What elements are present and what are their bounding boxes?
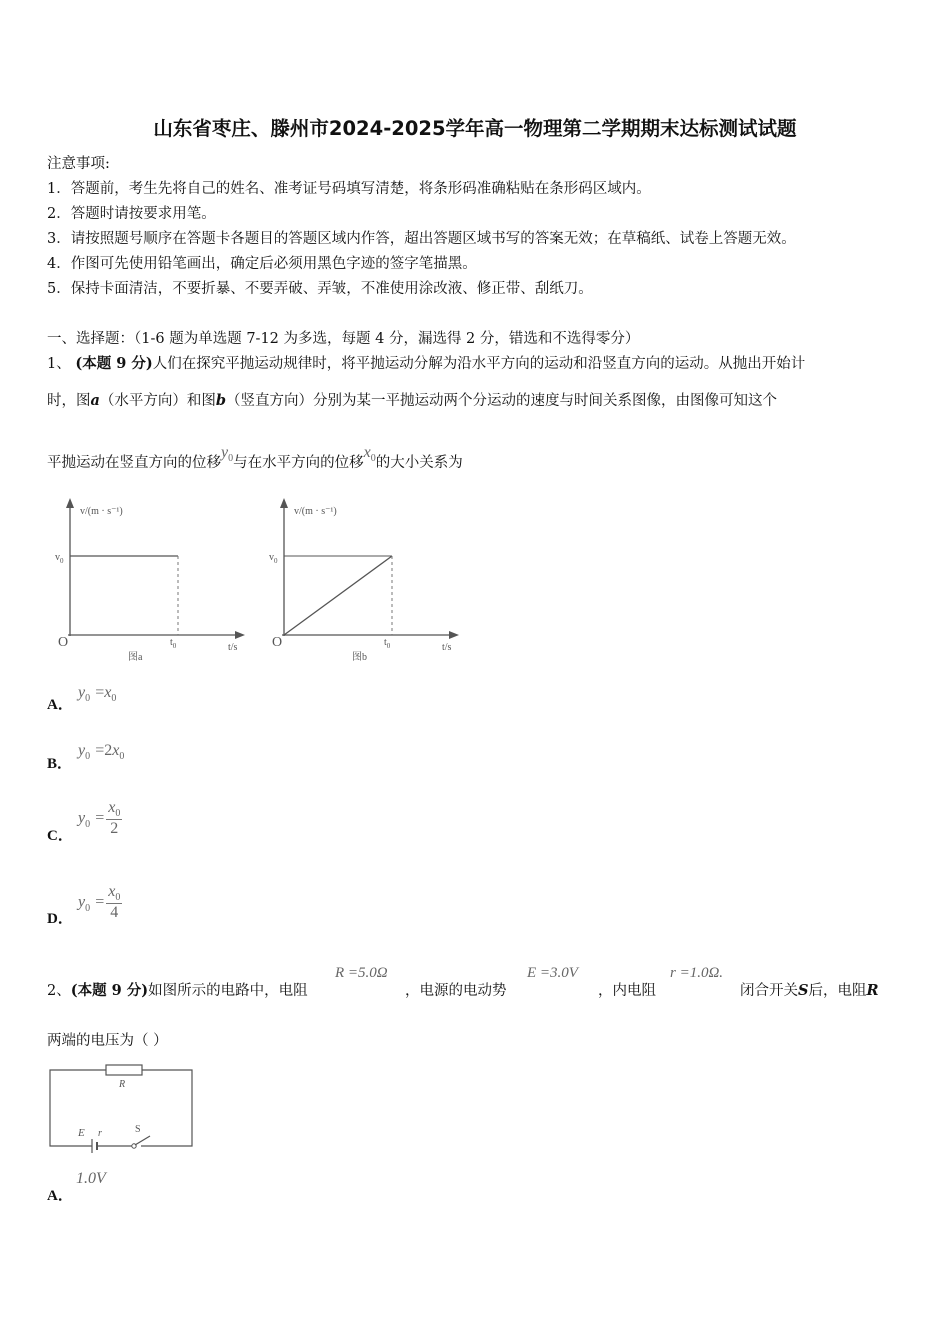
- question-2-line-1-end: [740, 979, 879, 1000]
- math-coef: 2: [104, 742, 113, 759]
- math-sub: 0: [85, 818, 91, 830]
- math-eq: =: [95, 893, 105, 911]
- math-var: y: [221, 444, 229, 461]
- question-text: 人们在探究平抛运动规律时，将平抛运动分解为沿水平方向的运动和沿竖直方向的运动。从抛出开始计: [152, 356, 806, 372]
- notice-item: 5．保持卡面清洁，不要折暴、不要弄破、弄皱，不准使用涂改液、修正带、刮纸刀。: [47, 281, 593, 297]
- question-text: 如图所示的电路中，电阻: [148, 983, 308, 999]
- page-title: 山东省枣庄、滕州市2024-2025学年高一物理第二学期期末达标测试试题: [153, 117, 797, 140]
- math-var: x: [108, 883, 116, 900]
- question-text: ，内电阻: [598, 983, 656, 999]
- fraction: [106, 798, 122, 838]
- question-score-tag: (本题 9 分): [75, 355, 153, 372]
- question-text: 的大小关系为: [375, 455, 463, 471]
- origin-label: O: [272, 635, 283, 650]
- math-sub: 0: [85, 751, 91, 762]
- notice-heading: 注意事项:: [47, 156, 110, 172]
- math-r-value: r =1.0Ω.: [670, 965, 724, 981]
- figure-b: [264, 496, 469, 666]
- section-heading: 一、选择题：（1-6 题为单选题 7-12 为多选，每题 4 分，漏选得 2 分，错选和不选得零分）: [47, 331, 640, 347]
- y-axis-label: v/(m · s⁻¹): [80, 506, 123, 517]
- question-text: 与在水平方向的位移: [233, 455, 364, 471]
- math-sub: 0: [370, 453, 376, 464]
- question-number: 1、: [47, 356, 71, 372]
- math-sub: 0: [119, 751, 125, 762]
- v0-var: v: [269, 552, 274, 563]
- v0-label: [269, 552, 278, 565]
- x-axis-arrow-icon: [449, 631, 459, 639]
- math-sub: 0: [228, 453, 234, 464]
- option-c-formula: [78, 798, 122, 838]
- math-var: S: [798, 982, 809, 999]
- emf-label: E: [78, 1127, 85, 1139]
- question-text: 时，图: [47, 393, 91, 409]
- math-var: y: [78, 742, 86, 759]
- math-den: 2: [110, 820, 119, 837]
- question-text: 后，电阻: [808, 983, 867, 999]
- t0-var: t: [384, 637, 387, 648]
- resistor-icon: [106, 1065, 142, 1075]
- t0-var: t: [170, 637, 173, 648]
- figure-a: [50, 496, 255, 666]
- question-1-line-3: [47, 444, 463, 472]
- math-R-value: R =5.0Ω: [335, 965, 388, 981]
- x-axis-label: t/s: [442, 642, 452, 653]
- x-axis-label: t/s: [228, 642, 238, 653]
- t0-sub: 0: [386, 642, 391, 650]
- option-a-label[interactable]: [47, 693, 73, 714]
- x-axis-arrow-icon: [235, 631, 245, 639]
- y-axis-label: v/(m · s⁻¹): [294, 506, 337, 517]
- option-d-formula: [78, 882, 122, 922]
- question-2-line-1: [47, 979, 308, 1000]
- math-var: y: [78, 809, 86, 827]
- question-1-line-1: [47, 352, 805, 373]
- option-letter: B．: [47, 756, 73, 772]
- option-a-label[interactable]: [47, 1184, 73, 1205]
- t0-label: [384, 637, 391, 650]
- y-axis-arrow-icon: [280, 498, 288, 508]
- v0-sub: 0: [60, 557, 64, 565]
- math-sub: 0: [115, 808, 121, 819]
- math-sub: 0: [85, 693, 91, 704]
- origin-label: O: [58, 635, 69, 650]
- question-text: 闭合开关: [740, 983, 798, 999]
- switch-label: S: [135, 1124, 141, 1135]
- figure-ref: b: [215, 392, 227, 409]
- math-sub: 0: [111, 693, 117, 704]
- math-eq: =: [95, 809, 105, 827]
- math-y0: [221, 444, 234, 464]
- resistor-label: R: [119, 1079, 126, 1090]
- option-b-label[interactable]: [47, 752, 72, 773]
- option-letter: C．: [47, 828, 73, 844]
- t0-label: [170, 637, 177, 650]
- option-a-value: 1.0V: [76, 1170, 106, 1187]
- math-sub: 0: [115, 892, 121, 903]
- notice-item: 4．作图可先使用铅笔画出，确定后必须用黑色字迹的签字笔描黑。: [47, 256, 477, 272]
- math-eq: =: [95, 742, 105, 759]
- math-var: y: [78, 893, 86, 911]
- question-text: ，电源的电动势: [405, 983, 507, 999]
- option-b-formula: [78, 740, 124, 760]
- option-d-label[interactable]: [47, 907, 73, 928]
- math-eq: =: [95, 684, 105, 701]
- option-letter: D．: [47, 911, 73, 927]
- question-text: （竖直方向）分别为某一平抛运动两个分运动的速度与时间关系图像，由图像可知这个: [226, 393, 778, 409]
- figure-ref: a: [90, 392, 100, 409]
- wire-right: [141, 1070, 192, 1146]
- math-var: x: [108, 799, 116, 816]
- notice-item: 1．答题前，考生先将自己的姓名、准考证号码填写清楚，将条形码准确粘贴在条形码区域内。: [47, 181, 651, 197]
- question-number: 2、: [47, 983, 71, 999]
- math-var: x: [363, 444, 371, 461]
- question-score-tag: (本题 9 分): [70, 982, 149, 999]
- velocity-line: [284, 556, 392, 635]
- option-c-label[interactable]: [47, 824, 73, 845]
- fraction: [106, 882, 122, 922]
- math-x0: [363, 444, 376, 464]
- question-1-line-2: [47, 389, 777, 410]
- question-text: 平抛运动在竖直方向的位移: [47, 455, 221, 471]
- math-var: R: [866, 982, 879, 999]
- v0-sub: 0: [274, 557, 278, 565]
- math-E-value: E =3.0V: [527, 965, 578, 981]
- math-var: x: [104, 684, 112, 701]
- option-a-formula: [78, 682, 116, 702]
- y-axis-arrow-icon: [66, 498, 74, 508]
- math-den: 4: [110, 904, 119, 921]
- option-letter: A．: [47, 697, 73, 713]
- math-var: x: [112, 742, 120, 759]
- internal-resistance-label: r: [98, 1128, 102, 1139]
- math-sub: 0: [85, 902, 91, 914]
- figure-caption: 图b: [352, 652, 367, 663]
- math-var: y: [78, 684, 86, 701]
- question-text: （水平方向）和图: [99, 393, 216, 409]
- figure-caption: 图a: [128, 652, 143, 663]
- option-letter: A．: [47, 1188, 73, 1204]
- switch-lever-icon: [135, 1136, 150, 1145]
- notice-item: 3．请按照题号顺序在答题卡各题目的答题区域内作答，超出答题区域书写的答案无效；在草稿纸、试卷上答题无效。: [47, 231, 796, 247]
- t0-sub: 0: [172, 642, 177, 650]
- question-2-line-2: 两端的电压为（ ）: [47, 1033, 168, 1049]
- v0-label: [55, 552, 64, 565]
- circuit-diagram: [46, 1062, 198, 1154]
- notice-item: 2．答题时请按要求用笔。: [47, 206, 216, 222]
- v0-var: v: [55, 552, 60, 563]
